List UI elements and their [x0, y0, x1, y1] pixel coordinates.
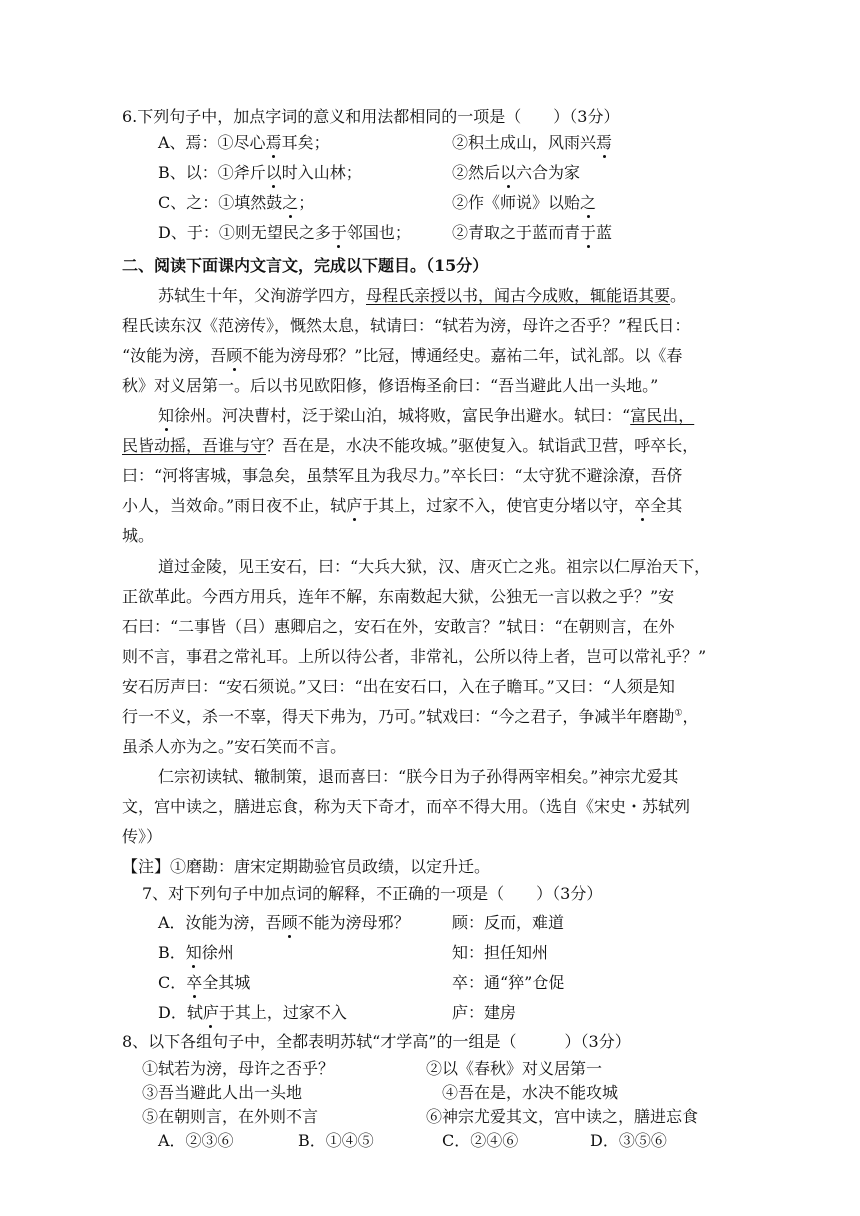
footnote: 【注】①磨勘：唐宋定期勘验官员政绩，以定升迁。 [122, 857, 491, 876]
passage-line: 苏轼生十年，父洵游学四方，母程氏亲授以书，闻古今成败，辄能语其要。 [158, 286, 687, 305]
q8-choice-c: C．②④⑥ [442, 1131, 519, 1150]
passage-line: 文，宫中读之，膳进忘食，称为天下奇才，而卒不得大用。（选自《宋史・苏轼列 [122, 797, 691, 816]
underlined-sentence: 富民出， [630, 406, 695, 425]
footnote-marker: ① [674, 708, 683, 719]
q8-choice-d: D．③⑤⑥ [590, 1131, 667, 1150]
underlined-sentence: 母程氏亲授以书，闻古今成败，辄能语其要 [366, 286, 671, 305]
passage-line: 安石厉声曰：“安石须说。”又曰：“出在安石口，入在子瞻耳。”又曰：“人须是知 [122, 677, 675, 696]
section-2-heading: 二、阅读下面课内文言文，完成以下题目。（15分） [122, 256, 489, 275]
passage-line: 小人，当效命。”雨日夜不止，轼庐于其上，过家不入，使官吏分堵以守，卒全其 [122, 496, 683, 515]
q8-choice-b: B．①④⑤ [298, 1131, 374, 1150]
passage-line: 行一不义，杀一不辜，得天下弗为，乃可。”轼戏曰：“今之君子，争减半年磨勘①， [122, 707, 699, 726]
passage-line: 曰：“河将害城，事急矣，虽禁军且为我尽力。”卒长曰：“太守犹不避涂潦，吾侪 [122, 466, 683, 485]
q6-stem: 6.下列句子中，加点字词的意义和用法都相同的一项是（ ）（3分） [122, 107, 620, 126]
passage-line: 秋》对义居第一。后以书见欧阳修，修语梅圣俞曰：“吾当避此人出一头地。” [122, 376, 659, 395]
passage-line: 知徐州。河决曹村，泛于梁山泊，城将败，富民争出避水。轼曰：“富民出， [158, 406, 695, 425]
passage-line: 道过金陵，见王安石，曰：“大兵大狱，汉、唐灭亡之兆。祖宗以仁厚治天下， [158, 557, 711, 576]
passage-line: 传》） [122, 827, 163, 846]
passage-line: “汝能为滂，吾顾不能为滂母邪？”比冠，博通经史。嘉祐二年，试礼部。以《春 [122, 346, 683, 365]
exam-page: 6.下列句子中，加点字词的意义和用法都相同的一项是（ ）（3分） A、焉：①尽心焉耳矣； ②积土成山，风雨兴焉 B、以：①斧斤以时入山林； ②然后以六合为家 C、之：①填然鼓之； ②作《师说》以贻之 D、于：①则无望民之多于邻国也； ②青取之于蓝而青于蓝 二、阅读下面课内文言文，完成以下题目。（15分） 苏轼生十年，父洵游学四方，母程氏亲授以书，闻古今成败，辄能语其要。 程氏读东汉《范滂传》，慨然太息，轼请曰：“轼若为滂，母许之否乎？”程氏日： “汝能为滂，吾顾不能为滂母邪？”比冠，博通经史。嘉祐二年，试礼部。以《春 秋》对义居第一。后以书见欧阳修，修语梅圣俞曰：“吾当避此人出一头地。” 知徐州。河决曹村，泛于梁山泊，城将败，富民争出避水。轼曰：“富民出， 民皆动摇，吾谁与守？吾在是，水决不能攻城。”驱使复入。轼诣武卫营，呼卒长， 曰：“河将害城，事急矣，虽禁军且为我尽力。”卒长曰：“太守犹不避涂潦，吾侪 小人，当效命。”雨日夜不止，轼庐于其上，过家不入，使官吏分堵以守，卒全其 城。 道过金陵，见王安石，曰：“大兵大狱，汉、唐灭亡之兆。祖宗以仁厚治天下， 正欲革此。今西方用兵，连年不解，东南数起大狱，公独无一言以救之乎？”安 石曰：“二事皆（吕）惠卿启之，安石在外，安敢言？”轼日：“在朝则言，在外 则不言，事君之常礼耳。上所以待公者，非常礼，公所以待上者，岂可以常礼乎？” 安石厉声曰：“安石须说。”又曰：“出在安石口，入在子瞻耳。”又曰：“人须是知 行一不义，杀一不辜，得天下弗为，乃可。”轼戏曰：“今之君子，争减半年磨勘①， 虽杀人亦为之。”安石笑而不言。 仁宗初读轼、辙制策，退而喜曰：“朕今日为子孙得两宰相矣。”神宗尤爱其 文，宫中读之，膳进忘食，称为天下奇才，而卒不得大用。（选自《宋史・苏轼列 传》） 【注】①磨勘：唐宋定期勘验官员政绩，以定升迁。 7、对下列句子中加点词的解释，不正确的一项是（ ）（3分） A．汝能为滂，吾顾不能为滂母邪？ 顾：反而，难道 B．知徐州 知：担任知州 C．卒全其城 卒：通“猝”仓促 D．轼庐于其上，过家不入 庐：建房 8、以下各组句子中，全都表明苏轼“才学高”的一组是（ ）（3分） ①轼若为滂，母许之否乎？ ②以《春秋》对义居第一 ③吾当避此人出一头地 ④吾在是，水决不能攻城 ⑤在朝则言，在外则不言 ⑥神宗尤爱其文，宫中读之，膳进忘食 A．②③⑥ B．①④⑤ C．②④⑥ D．③⑤⑥ [122, 107, 711, 1150]
q7-stem: 7、对下列句子中加点词的解释，不正确的一项是（ ）（3分） [142, 884, 603, 903]
passage-line: 程氏读东汉《范滂传》，慨然太息，轼请曰：“轼若为滂，母许之否乎？”程氏日： [122, 316, 691, 335]
passage-line: 虽杀人亦为之。”安石笑而不言。 [122, 737, 347, 756]
passage-line: 城。 [122, 526, 155, 545]
passage-line: 正欲革此。今西方用兵，连年不解，东南数起大狱，公独无一言以救之乎？”安 [122, 587, 675, 606]
passage-line: 民皆动摇，吾谁与守？吾在是，水决不能攻城。”驱使复入。轼诣武卫营，呼卒长， [122, 436, 699, 455]
passage-line: 石曰：“二事皆（吕）惠卿启之，安石在外，安敢言？”轼日：“在朝则言，在外 [122, 617, 675, 636]
q8-stem: 8、以下各组句子中，全都表明苏轼“才学高”的一组是（ ）（3分） [122, 1032, 631, 1051]
passage-line: 仁宗初读轼、辙制策，退而喜曰：“朕今日为子孙得两宰相矣。”神宗尤爱其 [158, 767, 679, 786]
q8-choice-a: A．②③⑥ [158, 1131, 234, 1150]
passage-line: 则不言，事君之常礼耳。上所以待公者，非常礼，公所以待上者，岂可以常礼乎？” [122, 647, 707, 666]
underlined-sentence: 民皆动摇，吾谁与守 [122, 436, 267, 455]
